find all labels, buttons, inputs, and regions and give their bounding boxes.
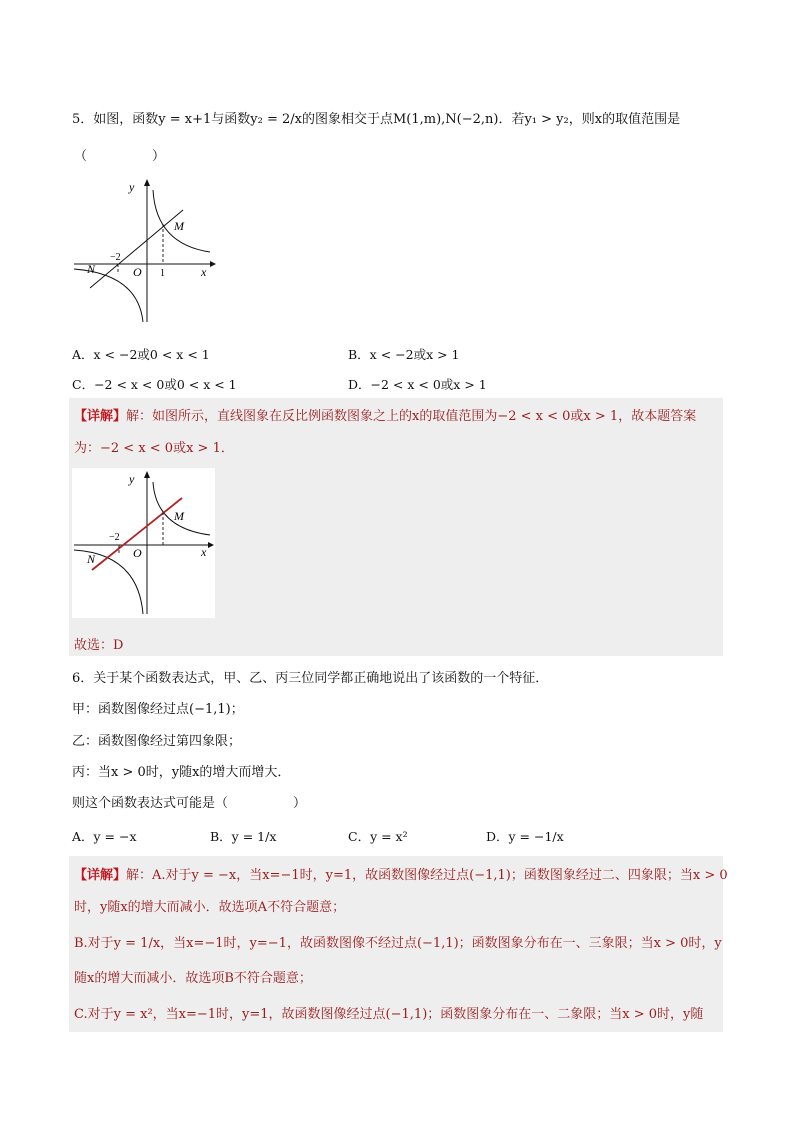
q5-option-a: A．x < −2或0 < x < 1: [72, 347, 210, 362]
svg-text:x: x: [201, 545, 207, 559]
q5-answer-figure: [72, 468, 215, 618]
svg-text:O: O: [133, 546, 142, 560]
q5-stem: 5．如图，函数y = x+1与函数y₂ = 2/x的图象相交于点M(1,m),N(−2,n)．若y₁ > y₂，则x的取值范围是: [72, 112, 681, 127]
label-origin: O: [133, 265, 142, 279]
label-y: y: [129, 180, 135, 194]
svg-text:M: M: [174, 509, 184, 523]
q6-answer-line2: 时，y随x的增大而减小．故选项A不符合题意；: [74, 900, 346, 915]
q5-answer-line1: [74, 405, 696, 424]
svg-text:−2: −2: [109, 532, 120, 543]
q6-option-d: D．y = −1/x: [486, 829, 564, 844]
svg-text:N: N: [87, 552, 96, 566]
q6-condition-2: 乙：函数图像经过第四象限；: [72, 734, 242, 749]
q5-option-c: C．−2 < x < 0或0 < x < 1: [72, 377, 237, 392]
q5-answer-figure-bg: [72, 468, 215, 618]
q5-option-d: D．−2 < x < 0或x > 1: [348, 377, 487, 392]
answer-text: 解：如图所示，直线图象在反比例函数图象之上的x的取值范围为−2 < x < 0或x > 1，故本题答案: [126, 409, 697, 424]
label-one: 1: [160, 268, 165, 279]
answer-tag: 【详解】: [74, 409, 127, 424]
q5-figure: [70, 176, 216, 326]
label-m: M: [174, 219, 184, 233]
q6-answer-line3: B.对于y = 1/x，当x=−1时，y=−1，故函数图像不经过点(−1,1)；函数图象分布在一、三象限；当x > 0时，y: [74, 936, 722, 951]
q5-answer-choice: 故选：D: [74, 638, 124, 653]
label-n: N: [87, 262, 96, 276]
q6-answer-line4: 随x的增大而减小．故选项B不符合题意；: [74, 971, 312, 986]
q6-option-c: C．y = x²: [348, 829, 408, 844]
q6-stem: 6．关于某个函数表达式，甲、乙、丙三位同学都正确地说出了该函数的一个特征．: [72, 671, 549, 686]
q6-ask: 则这个函数表达式可能是（ ）: [72, 796, 307, 811]
label-x: x: [201, 265, 207, 279]
q5-paren: （ ）: [74, 149, 166, 164]
q6-option-b: B．y = 1/x: [210, 829, 277, 844]
q6-answer-line5: C.对于y = x²，当x=−1时，y=1，故函数图像经过点(−1,1)；函数图象分布在一、二象限；当x > 0时，y随: [74, 1007, 704, 1022]
x-axis-arrow: [210, 261, 216, 267]
q6-answer-line1: [74, 864, 728, 883]
label-neg2: −2: [110, 252, 121, 263]
answer-text: 解：A.对于y = −x，当x=−1时，y=1，故函数图像经过点(−1,1)；函数图象经过二、四象限；当x > 0: [126, 868, 728, 883]
q6-condition-1: 甲：函数图像经过点(−1,1)；: [72, 702, 244, 717]
y-axis-arrow: [144, 179, 150, 186]
svg-text:y: y: [129, 472, 135, 486]
q5-answer-line2: 为：−2 < x < 0或x > 1．: [74, 441, 234, 456]
q6-condition-3: 丙：当x > 0时，y随x的增大而增大．: [72, 765, 291, 780]
q5-option-b: B．x < −2或x > 1: [348, 347, 460, 362]
answer-tag: 【详解】: [74, 868, 127, 883]
q6-option-a: A．y = −x: [72, 829, 137, 844]
